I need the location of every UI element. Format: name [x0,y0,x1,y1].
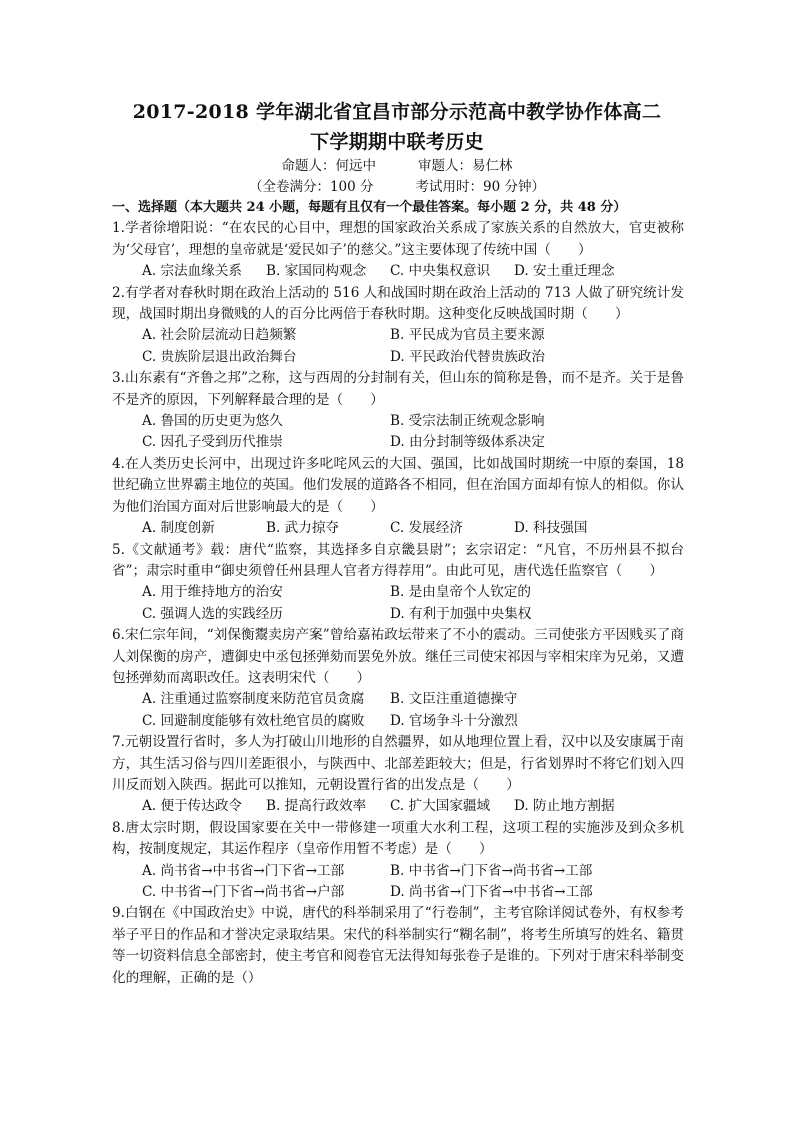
option-c: C. 强调人选的实践经历 [142,605,283,622]
section-heading: 一、选择题（本大题共 24 小题，每题有且仅有一个最佳答案。每小题 2 分，共 48 分） [112,200,627,215]
option-b: B. 中书省→门下省→尚书省→工部 [390,862,593,879]
option-c: C. 发展经济 [390,520,463,537]
full-score-label: （全卷满分：100 分 [248,179,374,195]
options-row [112,882,684,903]
option-b: B. 提高行政效率 [266,798,367,815]
option-d: D. 官场争斗十分激烈 [390,712,518,729]
duration-label: 考试用时：90 分钟） [415,179,546,195]
option-c: C. 扩大国家疆域 [390,798,491,815]
question-8 [112,818,684,904]
question-text: 8.唐太宗时期，假设国家要在关中一带修建一项重大水利工程，这项工程的实施涉及到众多机构，按制度规定，其运作程序（皇帝作用暂不考虑）是（ ） [112,819,684,858]
option-a: A. 用于维持地方的治安 [142,584,283,601]
question-9 [112,903,684,989]
question-1 [112,218,684,282]
options-row [112,711,684,732]
option-a: A. 便于传达政令 [142,798,243,815]
question-text: 4.在人类历史长河中，出现过许多叱咤风云的大国、强国，比如战国时期统一中原的秦国，18 世纪确立世界霸主地位的英国。他们发展的道路各不相同，但在治国方面却有惊人的相似。你认为他们治国方面对后世影响最大的是（ ） [112,455,684,515]
options-row [112,689,684,710]
exam-content [112,197,684,989]
options-row [112,432,684,453]
option-b: B. 受宗法制正统观念影响 [390,413,545,430]
exam-score-time [0,177,794,197]
option-c: C. 中书省→门下省→尚书省→户部 [142,884,345,900]
option-c: C. 中央集权意识 [390,263,491,280]
option-d: D. 平民政治代替贵族政治 [390,348,545,365]
question-2 [112,283,684,369]
question-text: 7.元朝设置行省时，多人为打破山川地形的自然疆界，如从地理位置上看，汉中以及安康属于南方，其生活习俗与四川差距很小，与陕西中、北部差距较大；但是，行省划界时不将它们划入四川反而划入陕西。据此可以推知，元朝设置行省的出发点是（ ） [112,734,684,793]
option-b: B. 是由皇帝个人钦定的 [390,584,531,601]
exam-title-line-1: 2017-2018 学年湖北省宜昌市部分示范高中教学协作体高二 [132,101,662,123]
option-a: A. 鲁国的历史更为悠久 [142,413,283,430]
question-text: 2.有学者对春秋时期在政治上活动的 516 人和战国时期在政治上活动的 713 人做了研究统计发现，战国时期出身微贱的人的百分比两倍于春秋时期。这种变化反映战国时期（ ） [112,284,684,323]
option-a: A. 制度创新 [142,520,215,537]
reviewer-label: 审题人：易仁林 [418,158,513,174]
option-d: D. 防止地方割据 [514,798,615,815]
question-5 [112,540,684,626]
option-b: B. 武力掠夺 [266,520,340,537]
question-text: 5.《文献通考》载：唐代“监察，其选择多自京畿县尉”；玄宗诏定：“凡官，不历州县不拟台省”；肃宗时重申“御史须曾任州县理人官者方得荐用”。由此可见，唐代选任监察官（ ） [112,541,684,579]
option-d: D. 有利于加强中央集权 [390,605,532,622]
setter-label: 命题人：何远中 [281,158,376,174]
option-a: A. 尚书省→中书省→门下省→工部 [142,862,345,879]
question-4 [112,454,684,540]
options-row [112,518,684,539]
option-c: C. 贵族阶层退出政治舞台 [142,348,297,365]
options-row [112,582,684,603]
options-row [112,604,684,625]
option-b: B. 平民成为官员主要来源 [390,327,545,344]
options-row [112,347,684,368]
exam-title-line-2: 下学期期中联考历史 [310,131,484,153]
option-a: A. 宗法血缘关系 [142,263,243,280]
question-3 [112,368,684,454]
options-row [112,411,684,432]
option-c: C. 回避制度能够有效杜绝官员的腐败 [142,712,365,729]
exam-authors [0,156,794,176]
option-b: B. 家国同构观念 [266,263,367,280]
option-c: C. 因孔子受到历代推崇 [142,434,283,451]
option-d: D. 由分封制等级体系决定 [390,434,545,451]
question-7 [112,732,684,818]
options-row [112,261,684,282]
question-6 [112,625,684,732]
options-row [112,861,684,882]
option-a: A. 注重通过监察制度来防范官员贪腐 [142,691,365,708]
option-d: D. 安土重迁理念 [514,263,615,280]
question-text: 3.山东素有“齐鲁之邦”之称，这与西周的分封制有关，但山东的简称是鲁，而不是齐。关于是鲁不是齐的原因，下列解释最合理的是（ ） [112,370,684,408]
option-d: D. 尚书省→门下省→中书省→工部 [390,884,593,900]
options-row [112,796,684,817]
question-text: 6.宋仁宗年间，“刘保衡鬻卖房产案”曾给嘉祐政坛带来了不小的震动。三司使张方平因贱买了商人刘保衡的房产，遭御史中丞包拯弹劾而罢免外放。继任三司使宋祁因与宰相宋庠为兄弟，又遭包拯弹劾而离职改任。这表明宋代（ ） [112,627,684,686]
option-d: D. 科技强国 [514,520,588,537]
option-b: B. 文臣注重道德操守 [390,691,518,708]
question-text: 9.白钢在《中国政治史》中说，唐代的科举制采用了“行卷制”，主考官除详阅试卷外，有权参考举子平日的作品和才誉决定录取结果。宋代的科举制实行“糊名制”，将考生所填写的姓名、籍贯等一切资料信息全部密封，使主考官和阅卷官无法得知每张卷子是谁的。下列对于唐宋科举制变化的理解，正确的是（） [112,905,684,986]
question-text: 1.学者徐增阳说：“在农民的心目中，理想的国家政治关系成了家族关系的自然放大，官吏被称为‘父母官’，理想的皇帝就是‘爱民如子’的慈父。”这主要体现了传统中国（ ） [112,220,684,258]
option-a: A. 社会阶层流动日趋频繁 [142,327,297,344]
options-row [112,325,684,346]
